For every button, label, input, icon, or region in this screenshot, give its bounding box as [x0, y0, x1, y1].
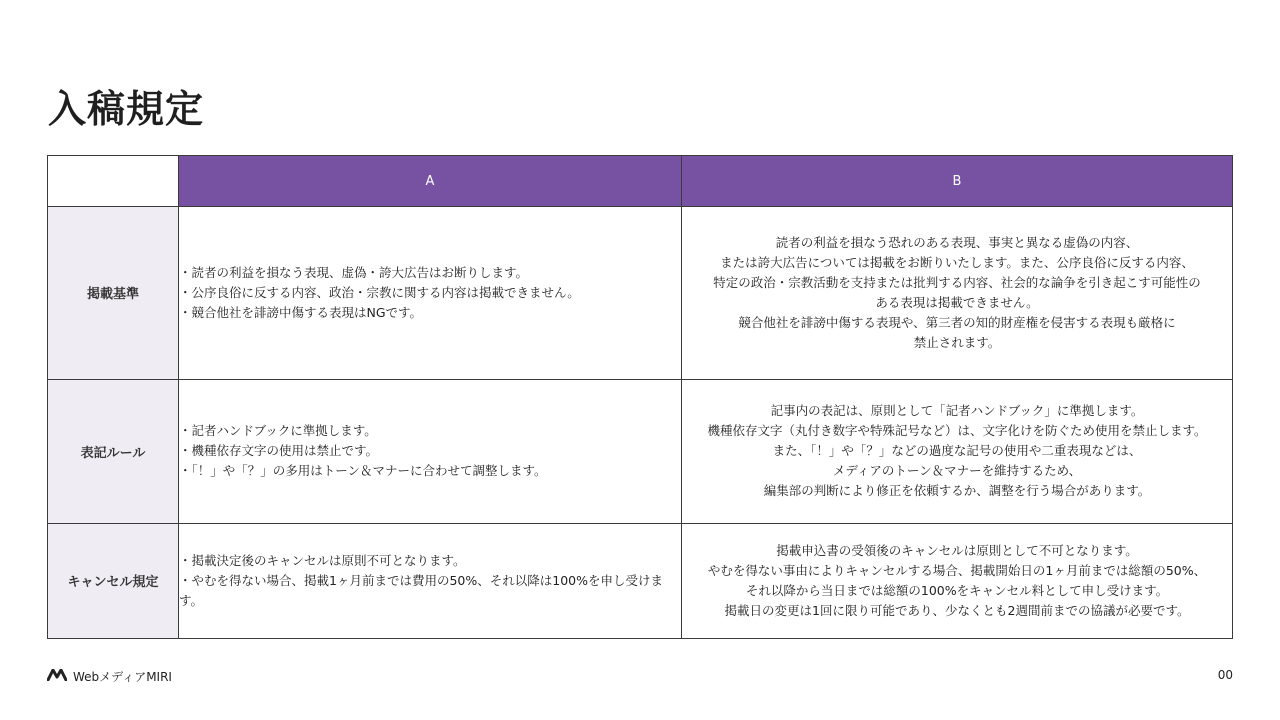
text-line: また、「！」や「？」などの過度な記号の使用や二重表現などは、: [772, 443, 1142, 458]
text-line: ・やむを得ない場合、掲載1ヶ月前までは費用の50%、それ以降は100%を申し受けます。: [179, 572, 663, 608]
page-number: 00: [1217, 668, 1233, 682]
column-header-a: A: [179, 156, 682, 207]
text-line: ・記者ハンドブックに準拠します。: [179, 423, 377, 438]
text-line: 特定の政治・宗教活動を支持または批判する内容、社会的な論争を引き起こす可能性の: [713, 274, 1201, 290]
column-header-b: B: [682, 156, 1233, 207]
text-line: やむを得ない事由によりキャンセルする場合、掲載開始日の1ヶ月前までは総額の50%、: [707, 562, 1207, 578]
brand-logo-icon: [47, 669, 67, 684]
text-line: 競合他社を誹謗中傷する表現や、第三者の知的財産権を侵害する表現も厳格に: [738, 314, 1176, 330]
table-header-row: [48, 156, 1233, 207]
brand-name: WebメディアMIRI: [73, 670, 172, 684]
cell-cancellation-policy-b: [682, 523, 1233, 639]
row-header-notation-rules: 表記ルール: [48, 379, 179, 523]
text-line: 掲載申込書の受領後のキャンセルは原則として不可となります。: [776, 542, 1138, 558]
text-line: ・公序良俗に反する内容、政治・宗教に関する内容は掲載できません。: [179, 284, 580, 300]
regulation-table: [47, 155, 1233, 639]
table-corner-cell: [48, 156, 179, 207]
text-line: 機種依存文字（丸付き数字や特殊記号など）は、文字化けを防ぐため使用を禁止します。: [707, 423, 1207, 438]
cell-listing-criteria-b: [682, 207, 1233, 380]
table-row: [48, 207, 1233, 380]
text-line: ・掲載決定後のキャンセルは原則不可となります。: [179, 552, 466, 568]
cell-cancellation-policy-a: [179, 523, 682, 639]
cell-notation-rules-a: [179, 379, 682, 523]
row-header-cancellation-policy: キャンセル規定: [48, 523, 179, 639]
text-line: ・競合他社を誹謗中傷する表現はNGです。: [179, 304, 423, 320]
text-line: 掲載日の変更は1回に限り可能であり、少なくとも2週間前までの協議が必要です。: [724, 602, 1190, 618]
text-line: それ以降から当日までは総額の100%をキャンセル料として申し受けます。: [745, 582, 1169, 598]
text-line: 編集部の判断により修正を依頼するか、調整を行う場合があります。: [763, 483, 1151, 498]
text-line: ある表現は掲載できません。: [875, 294, 1039, 310]
table-row: [48, 379, 1233, 523]
footer-brand: [47, 668, 172, 685]
page-title: 入稿規定: [48, 87, 205, 131]
cell-notation-rules-b: [682, 379, 1233, 523]
text-line: ・機種依存文字の使用は禁止です。: [179, 443, 379, 458]
text-line: ・読者の利益を損なう表現、虚偽・誇大広告はお断りします。: [179, 264, 529, 280]
cell-listing-criteria-a: [179, 207, 682, 380]
table-row: [48, 523, 1233, 639]
text-line: メディアのトーン＆マナーを維持するため、: [832, 463, 1082, 478]
text-line: または誇大広告については掲載をお断りいたします。また、公序良俗に反する内容、: [720, 254, 1194, 270]
text-line: 読者の利益を損なう恐れのある表現、事実と異なる虚偽の内容、: [775, 234, 1139, 250]
text-line: 禁止されます。: [913, 334, 1001, 350]
row-header-listing-criteria: 掲載基準: [48, 207, 179, 380]
text-line: ・「！」や「？」の多用はトーン＆マナーに合わせて調整します。: [179, 463, 547, 478]
text-line: 記事内の表記は、原則として「記者ハンドブック」に準拠します。: [770, 403, 1144, 418]
